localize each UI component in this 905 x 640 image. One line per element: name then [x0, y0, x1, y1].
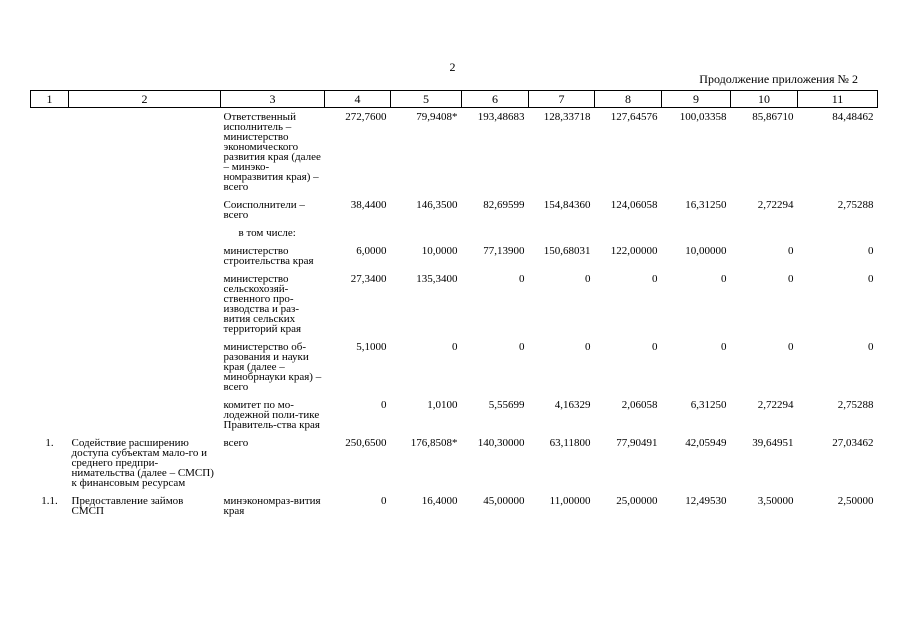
row-value: 77,13900	[483, 245, 525, 257]
row-value: 10,00000	[685, 245, 727, 257]
row-value: 193,48683	[477, 111, 525, 123]
row-value: 42,05949	[685, 437, 727, 449]
row-value: 25,00000	[616, 495, 658, 507]
row-value: 0	[519, 273, 525, 285]
row-value: 0	[452, 341, 458, 353]
column-header: 10	[731, 91, 798, 108]
row-value: 11,00000	[549, 495, 591, 507]
row-value: 176,8508*	[410, 437, 458, 449]
row-value: 84,48462	[832, 111, 874, 123]
row-value: 272,7600	[345, 111, 387, 123]
row-number	[31, 196, 69, 224]
row-value: 124,06058	[610, 199, 658, 211]
row-value: 27,3400	[350, 273, 387, 285]
row-value	[798, 224, 878, 242]
row-value: 146,3500	[416, 199, 458, 211]
row-value: 0	[721, 341, 727, 353]
row-name	[69, 242, 221, 270]
row-executor: комитет по мо-лодежной поли-тике Правитель-ства края	[223, 399, 320, 431]
row-value: 140,30000	[477, 437, 525, 449]
row-name	[69, 396, 221, 434]
row-name	[69, 196, 221, 224]
row-value: 127,64576	[610, 111, 658, 123]
table-row	[31, 396, 878, 434]
row-value: 0	[585, 341, 591, 353]
row-executor: министерство строительства края	[223, 245, 314, 267]
row-value: 250,6500	[345, 437, 387, 449]
table-row	[31, 196, 878, 224]
column-header: 3	[221, 91, 325, 108]
column-header: 1	[31, 91, 69, 108]
column-header: 7	[529, 91, 595, 108]
header-row	[31, 91, 878, 108]
row-value: 150,68031	[543, 245, 591, 257]
row-number: 1.	[45, 437, 54, 449]
row-value: 0	[788, 273, 794, 285]
row-value: 2,06058	[621, 399, 658, 411]
row-value: 2,75288	[837, 399, 874, 411]
row-value: 6,0000	[356, 245, 387, 257]
row-value: 27,03462	[832, 437, 874, 449]
row-value: 2,75288	[837, 199, 874, 211]
row-value: 0	[381, 495, 387, 507]
row-value: 2,50000	[837, 495, 874, 507]
table-row	[31, 434, 878, 492]
row-value: 0	[788, 341, 794, 353]
row-value: 38,4400	[350, 199, 387, 211]
row-value: 0	[519, 341, 525, 353]
column-header: 4	[325, 91, 391, 108]
row-executor: министерство сельскохозяй-ственного про-изводства и раз-вития сельских территорий края	[223, 273, 302, 335]
row-value	[595, 224, 662, 242]
column-header: 6	[462, 91, 529, 108]
row-value: 0	[868, 341, 874, 353]
row-value: 12,49530	[685, 495, 727, 507]
row-value: 0	[652, 273, 658, 285]
row-value: 122,00000	[610, 245, 658, 257]
row-executor: Ответственный исполнитель – министерство экономического развития края (далее – минэко-номразвития края) – всего	[223, 111, 321, 193]
row-value: 39,64951	[752, 437, 794, 449]
row-value: 0	[788, 245, 794, 257]
column-header: 9	[662, 91, 731, 108]
row-value: 5,1000	[356, 341, 387, 353]
row-value: 3,50000	[757, 495, 794, 507]
row-number	[31, 338, 69, 396]
row-name: Предоставление займов СМСП	[71, 495, 184, 517]
row-number	[31, 224, 69, 242]
column-header: 8	[595, 91, 662, 108]
row-value	[325, 224, 391, 242]
row-executor: в том числе:	[238, 227, 296, 239]
row-name: Содействие расширению доступа субъектам мало-го и среднего предпри-нимательства (далее – СМСП) к финансовым ресурсам	[71, 437, 214, 489]
column-header: 2	[69, 91, 221, 108]
row-value: 4,16329	[554, 399, 591, 411]
row-value: 0	[868, 273, 874, 285]
row-value: 0	[721, 273, 727, 285]
row-value: 1,0100	[427, 399, 458, 411]
row-value: 154,84360	[543, 199, 591, 211]
row-number	[31, 270, 69, 338]
row-number	[31, 396, 69, 434]
row-value: 100,03358	[679, 111, 727, 123]
row-name	[69, 108, 221, 197]
row-value	[662, 224, 731, 242]
row-value	[462, 224, 529, 242]
row-value: 16,31250	[685, 199, 727, 211]
row-number: 1.1.	[41, 495, 58, 507]
column-header: 5	[391, 91, 462, 108]
row-name	[69, 224, 221, 242]
row-value: 85,86710	[752, 111, 794, 123]
row-executor: минэкономраз-вития края	[223, 495, 321, 517]
row-value	[731, 224, 798, 242]
row-value: 79,9408*	[416, 111, 458, 123]
row-name	[69, 270, 221, 338]
row-value: 6,31250	[690, 399, 727, 411]
row-value: 82,69599	[483, 199, 525, 211]
column-header: 11	[798, 91, 878, 108]
row-value: 0	[652, 341, 658, 353]
row-number	[31, 108, 69, 197]
row-executor: всего	[223, 437, 249, 449]
table-row	[31, 338, 878, 396]
row-value	[529, 224, 595, 242]
row-value: 2,72294	[757, 199, 794, 211]
row-value	[391, 224, 462, 242]
row-value: 0	[868, 245, 874, 257]
row-value: 135,3400	[416, 273, 458, 285]
row-executor: министерство об-разования и науки края (далее – минобрнауки края) – всего	[223, 341, 322, 393]
table-row	[31, 242, 878, 270]
row-value: 16,4000	[421, 495, 458, 507]
row-number	[31, 242, 69, 270]
table-row	[31, 270, 878, 338]
row-value: 0	[381, 399, 387, 411]
row-value: 77,90491	[616, 437, 658, 449]
row-name	[69, 338, 221, 396]
row-value: 45,00000	[483, 495, 525, 507]
table-row	[31, 224, 878, 242]
row-executor: Соисполнители – всего	[223, 199, 305, 221]
table-row	[31, 492, 878, 520]
row-value: 0	[585, 273, 591, 285]
table-row	[31, 108, 878, 197]
row-value: 63,11800	[549, 437, 591, 449]
continuation-label: Продолжение приложения № 2	[699, 72, 858, 86]
row-value: 10,0000	[421, 245, 458, 257]
row-value: 2,72294	[757, 399, 794, 411]
row-value: 128,33718	[543, 111, 591, 123]
page-number: 2	[449, 60, 456, 74]
row-value: 5,55699	[488, 399, 525, 411]
appendix-table	[30, 90, 878, 520]
